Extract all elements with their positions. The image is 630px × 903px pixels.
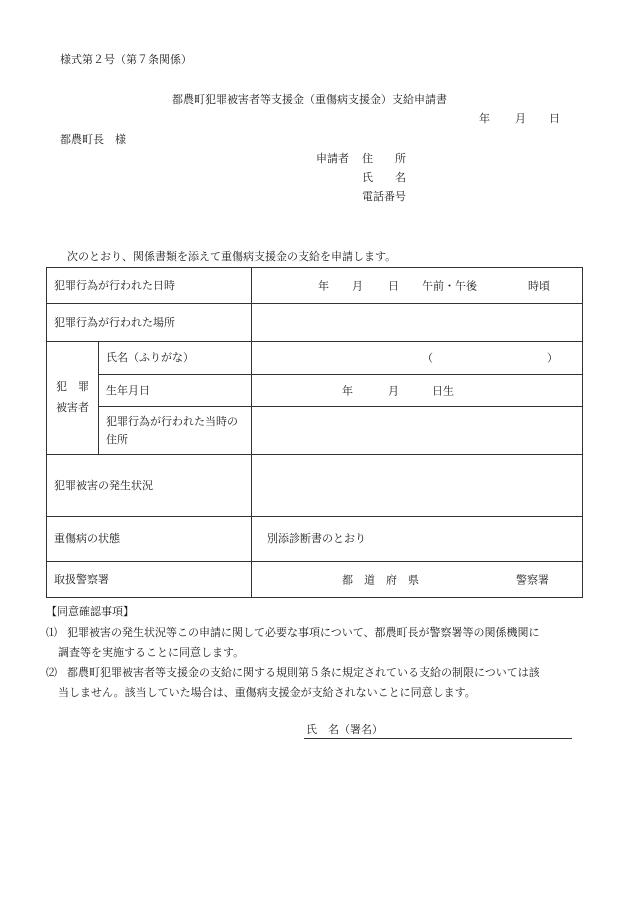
applicant-phone-label: 電話番号: [362, 190, 406, 203]
crime-time: 時頃: [528, 278, 550, 292]
consent-item-2-line2: 当しません。該当していた場合は、重傷病支援金が支給されないことに同意します。: [58, 686, 476, 699]
row-injury-state: [47, 517, 583, 562]
consent-item-2-line1: 都農町犯罪被害者等支援金の支給に関する規則第５条に規定されている支給の制限については該: [67, 666, 540, 679]
signature-label: 氏 名（署名）: [306, 723, 383, 736]
crime-place-field[interactable]: [252, 304, 583, 342]
victim-birth-field[interactable]: [252, 375, 583, 407]
crime-month: 月: [352, 278, 363, 292]
crime-datetime-label: 犯罪行為が行われた日時: [47, 268, 252, 304]
application-table: [46, 267, 583, 598]
police-label: 取扱警察署: [47, 562, 252, 598]
applicant-address-label: 住 所: [362, 152, 406, 165]
crime-ampm: 午前・午後: [422, 278, 477, 292]
furigana-close-paren: ）: [547, 351, 558, 365]
row-victim-name: [47, 342, 583, 375]
consent-item-1-line1: 犯罪被害の発生状況等この申請に関して必要な事項について、都農町長が警察署等の関係機関に: [67, 626, 540, 639]
crime-datetime-field[interactable]: [252, 268, 583, 304]
row-police: [47, 562, 583, 598]
police-field[interactable]: [252, 562, 583, 598]
birth-year: 年: [342, 383, 353, 397]
victim-address-label: 犯罪行為が行われた当時の住所: [99, 407, 252, 455]
intro-text: 次のとおり、関係書類を添えて重傷病支援金の支給を申請します。: [67, 250, 397, 263]
applicant-label: 申請者: [316, 152, 349, 165]
date-year: 年: [479, 112, 490, 125]
date-day: 日: [549, 112, 560, 125]
injury-state-label: 重傷病の状態: [47, 517, 252, 562]
row-damage-situation: [47, 455, 583, 517]
victim-group-label: 犯 罪 被害者: [47, 342, 99, 455]
consent-item-1-mark: ⑴: [46, 626, 57, 639]
birth-month: 月: [388, 383, 399, 397]
page-title: 都農町犯罪被害者等支援金（重傷病支援金）支給申請書: [172, 93, 447, 106]
birth-day: 日生: [432, 383, 454, 397]
row-crime-place: [47, 304, 583, 342]
consent-item-2-mark: ⑵: [46, 666, 57, 679]
damage-situation-label: 犯罪被害の発生状況: [47, 455, 252, 517]
signature-line[interactable]: [304, 737, 572, 739]
crime-day: 日: [388, 278, 399, 292]
crime-place-label: 犯罪行為が行われた場所: [47, 304, 252, 342]
victim-name-field[interactable]: [252, 342, 583, 375]
date-month: 月: [515, 112, 526, 125]
row-victim-address: [47, 407, 583, 455]
victim-birth-label: 生年月日: [99, 375, 252, 407]
police-prefecture: 都 道 府 県: [342, 572, 419, 586]
consent-heading: 【同意確認事項】: [46, 605, 134, 618]
row-victim-birth: [47, 375, 583, 407]
injury-state-value: 別添診断書のとおり: [252, 517, 583, 562]
victim-address-field[interactable]: [252, 407, 583, 455]
damage-situation-field[interactable]: [252, 455, 583, 517]
police-station: 警察署: [516, 572, 549, 586]
addressee: 都農町長 様: [60, 133, 126, 146]
form-number: 様式第２号（第７条関係）: [60, 53, 192, 66]
furigana-open-paren: （: [422, 351, 433, 365]
consent-item-1-line2: 調査等を実施することに同意します。: [58, 646, 245, 659]
row-crime-datetime: [47, 268, 583, 304]
crime-year: 年: [318, 278, 329, 292]
victim-name-label: 氏名（ふりがな）: [99, 342, 252, 375]
applicant-name-label: 氏 名: [362, 171, 406, 184]
